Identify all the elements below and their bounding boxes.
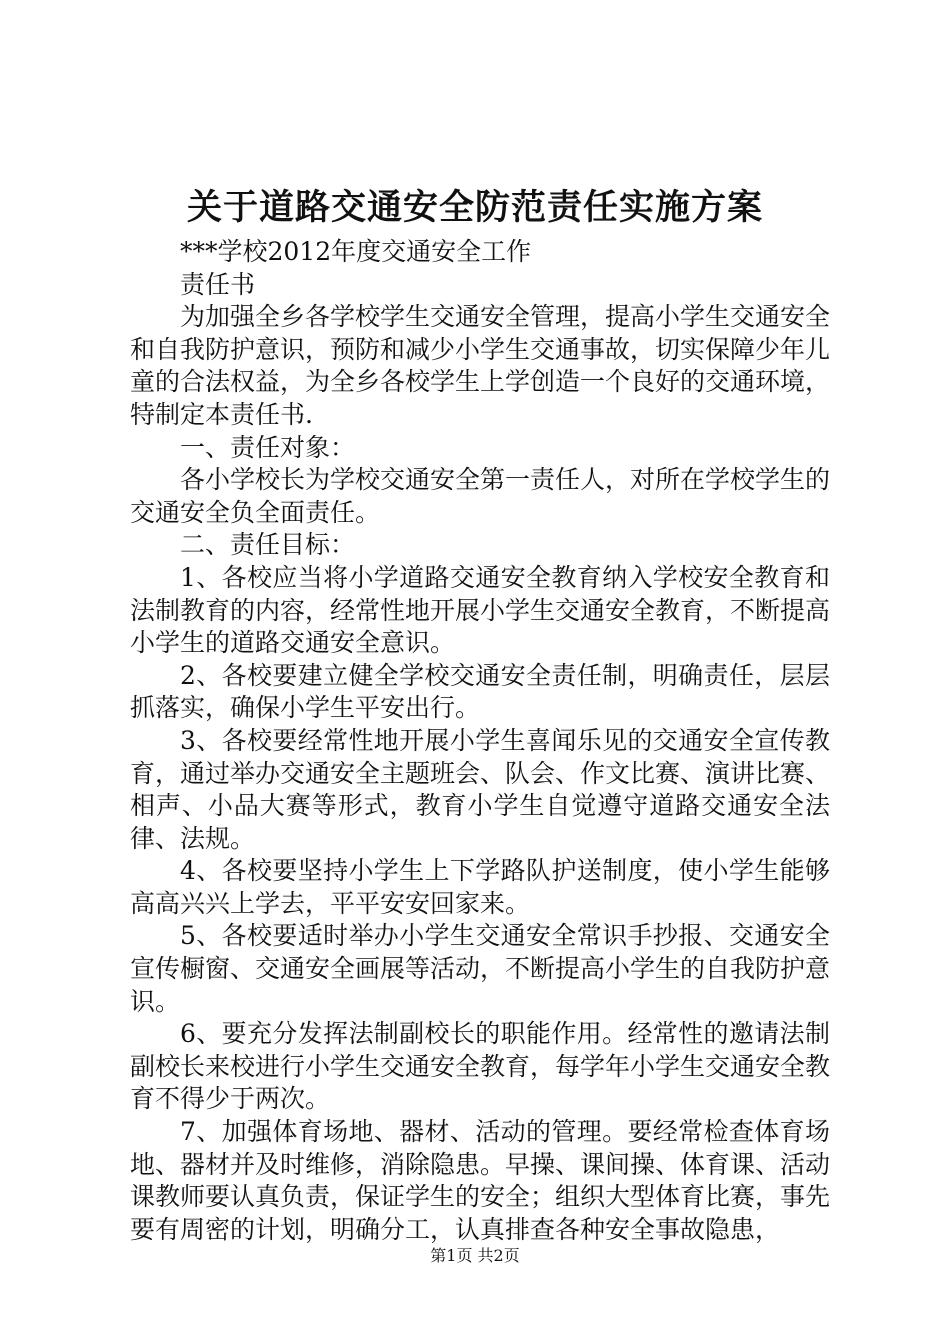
item-paragraph: 7、加强体育场地、器材、活动的管理。要经常检查体育场地、器材并及时维修，消除隐患。早操、课间操、体育课、活动课教师要认真负责，保证学生的安全；组织大型体育比赛，事先要有周密的计划，明确分工，认真排查各种安全事故隐患， [130,1117,831,1244]
page-footer: 第1页 共2页 [430,1246,520,1265]
section-1-heading: 一、责任对象： [180,432,356,462]
section-2-heading: 二、责任目标： [180,530,356,560]
subtitle-line-1: ***学校2012年度交通安全工作 [180,237,532,266]
item-paragraph: 1、各校应当将小学道路交通安全教育纳入学校安全教育和法制教育的内容，经常性地开展小学生交通安全教育，不断提高小学生的道路交通安全意识。 [130,562,831,658]
item-paragraph: 2、各校要建立健全学校交通安全责任制，明确责任，层层抓落实，确保小学生平安出行。 [130,660,830,723]
intro-paragraph: 为加强全乡各学校学生交通安全管理，提高小学生交通安全和自我防护意识，预防和减少小学生交通事故，切实保障少年儿童的合法权益，为全乡各校学生上学创造一个良好的交通环境，特制定本责任书. [130,302,831,429]
item-paragraph: 5、各校要适时举办小学生交通安全常识手抄报、交通安全宣传橱窗、交通安全画展等活动，不断提高小学生的自我防护意识。 [130,921,831,1016]
document-title: 关于道路交通安全防范责任实施方案 [186,187,763,228]
subtitle-line-2: 责任书 [180,269,256,299]
item-paragraph: 3、各校要经常性地开展小学生喜闻乐见的交通安全宣传教育，通过举办交通安全主题班会、队会、作文比赛、演讲比赛、相声、小品大赛等形式，教育小学生自觉遵守道路交通安全法律、法规。 [130,725,831,853]
document-body [130,236,830,1246]
section-1-paragraph: 各小学校长为学校交通安全第一责任人，对所在学校学生的交通安全负全面责任。 [130,465,831,527]
item-paragraph: 6、要充分发挥法制副校长的职能作用。经常性的邀请法制副校长来校进行小学生交通安全教育，每学年小学生交通安全教育不得少于两次。 [130,1019,831,1114]
item-paragraph: 4、各校要坚持小学生上下学路队护送制度，使小学生能够高高兴兴上学去，平平安安回家来。 [130,856,830,918]
